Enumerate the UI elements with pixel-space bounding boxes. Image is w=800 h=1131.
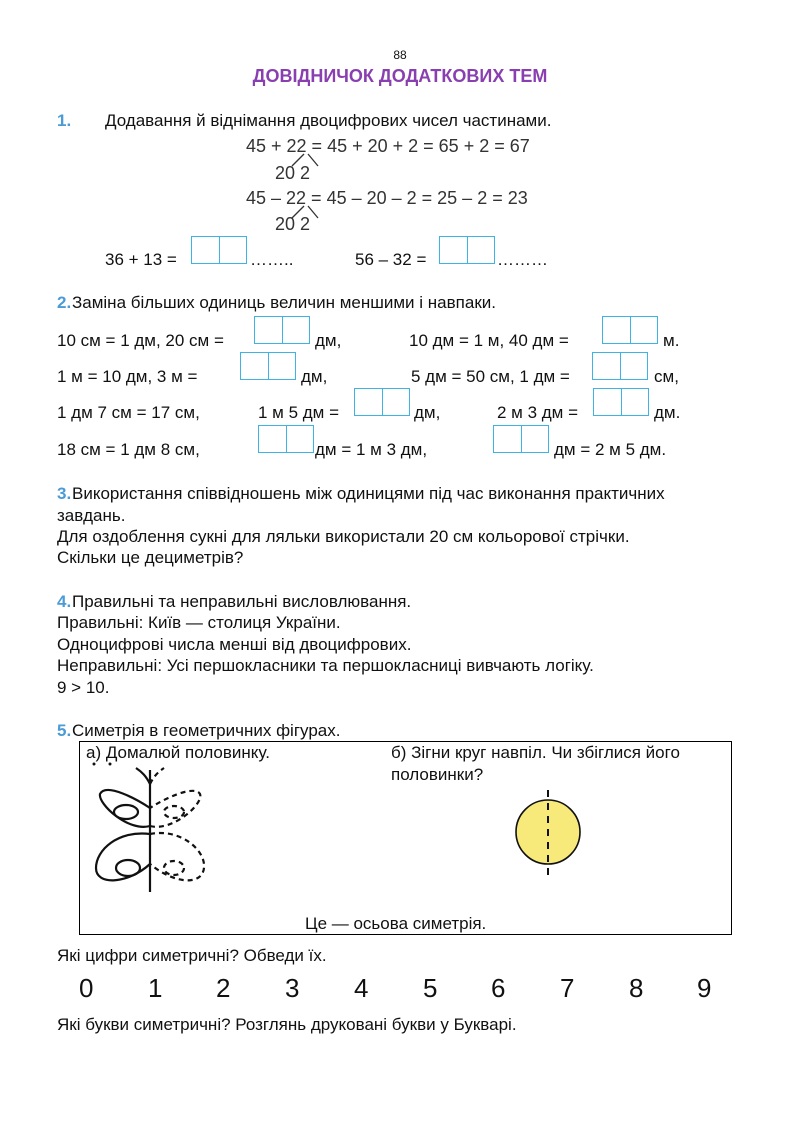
section-3-text: завдань. — [57, 506, 126, 525]
section-3-number: 3. — [57, 484, 72, 503]
section-4-text: Неправильні: Усі першокласники та першокласниці вивчають логіку. — [57, 656, 594, 675]
unit-label: см, — [654, 367, 679, 386]
exercise-2-dots: ……… — [497, 250, 548, 269]
conversion-text: 2 м 3 дм = — [497, 403, 579, 422]
section-5-number: 5. — [57, 721, 72, 740]
section-2-number: 2. — [57, 293, 72, 312]
conversion-text: 10 см = 1 дм, 20 см = — [57, 331, 224, 350]
answer-box[interactable] — [240, 352, 296, 380]
conversion-text: 1 дм 7 см = 17 см, — [57, 403, 200, 422]
unit-label: м. — [663, 331, 680, 350]
butterfly-half-drawing — [88, 760, 218, 900]
section-4-text: Правильні: Київ — столиця України. — [57, 613, 341, 632]
letters-question: Які букви симетричні? Розглянь друковані букви у Букварі. — [57, 1015, 517, 1034]
answer-box[interactable] — [354, 388, 410, 416]
conversion-text: 18 см = 1 дм 8 см, — [57, 440, 200, 459]
answer-box[interactable] — [593, 388, 649, 416]
answer-box[interactable] — [493, 425, 549, 453]
unit-label: дм = 2 м 5 дм. — [554, 440, 667, 459]
digit[interactable]: 9 — [697, 973, 712, 1003]
unit-label: дм, — [414, 403, 441, 422]
section-4-number: 4. — [57, 592, 72, 611]
section-1-number: 1. — [57, 111, 72, 130]
split-parts-2: 20 2 — [275, 214, 311, 234]
page-number: 88 — [393, 48, 407, 62]
conversion-text: 5 дм = 50 см, 1 дм = — [411, 367, 570, 386]
digit[interactable]: 4 — [354, 973, 369, 1003]
section-3-text: Скільки це дециметрів? — [57, 548, 244, 567]
section-3-heading: Використання співвідношень між одиницями під час виконання практичних — [72, 484, 665, 503]
conversion-text: 10 дм = 1 м, 40 дм = — [409, 331, 569, 350]
circle-with-fold-line — [512, 790, 584, 878]
digit[interactable]: 0 — [79, 973, 94, 1003]
digit[interactable]: 7 — [560, 973, 575, 1003]
exercise-1-dots: …….. — [250, 250, 294, 269]
digit[interactable]: 2 — [216, 973, 231, 1003]
section-5-heading: Симетрія в геометричних фігурах. — [72, 721, 341, 740]
section-4-text: 9 > 10. — [57, 678, 110, 697]
section-4-text: Одноцифрові числа менші від двоцифрових. — [57, 635, 412, 654]
equation-1: 45 + 22 = 45 + 20 + 2 = 65 + 2 = 67 — [246, 136, 530, 156]
digit[interactable]: 6 — [491, 973, 506, 1003]
conversion-text: 1 м = 10 дм, 3 м = — [57, 367, 198, 386]
section-4-heading: Правильні та неправильні висловлювання. — [72, 592, 412, 611]
section-2-heading: Заміна більших одиниць величин меншими і навпаки. — [72, 293, 496, 312]
section-1-heading: Додавання й віднімання двоцифрових чисел частинами. — [105, 111, 552, 130]
answer-box[interactable] — [602, 316, 658, 344]
page-title: ДОВІДНИЧОК ДОДАТКОВИХ ТЕМ — [252, 66, 548, 86]
conversion-text: 1 м 5 дм = — [258, 403, 340, 422]
digit[interactable]: 1 — [148, 973, 163, 1003]
unit-label: дм, — [301, 367, 328, 386]
symmetry-caption: Це — осьова симетрія. — [305, 914, 487, 933]
digit[interactable]: 8 — [629, 973, 644, 1003]
answer-box[interactable] — [439, 236, 495, 264]
answer-box[interactable] — [254, 316, 310, 344]
unit-label: дм, — [315, 331, 342, 350]
answer-box[interactable] — [592, 352, 648, 380]
answer-box[interactable] — [191, 236, 247, 264]
section-3-text: Для оздоблення сукні для ляльки використали 20 см кольорової стрічки. — [57, 527, 630, 546]
unit-label: дм = 1 м 3 дм, — [315, 440, 428, 459]
split-parts-1: 20 2 — [275, 163, 311, 183]
digit[interactable]: 5 — [423, 973, 438, 1003]
exercise-1-text: 36 + 13 = — [105, 250, 177, 269]
digits-question: Які цифри симетричні? Обведи їх. — [57, 946, 327, 965]
equation-2: 45 – 22 = 45 – 20 – 2 = 25 – 2 = 23 — [246, 188, 528, 208]
task-a-label: а) Домалюй половинку. — [86, 743, 270, 762]
digit[interactable]: 3 — [285, 973, 300, 1003]
unit-label: дм. — [654, 403, 681, 422]
task-b-label: б) Зігни круг навпіл. Чи збіглися його — [391, 743, 680, 762]
answer-box[interactable] — [258, 425, 314, 453]
exercise-2-text: 56 – 32 = — [355, 250, 427, 269]
task-b-label: половинки? — [391, 765, 484, 784]
